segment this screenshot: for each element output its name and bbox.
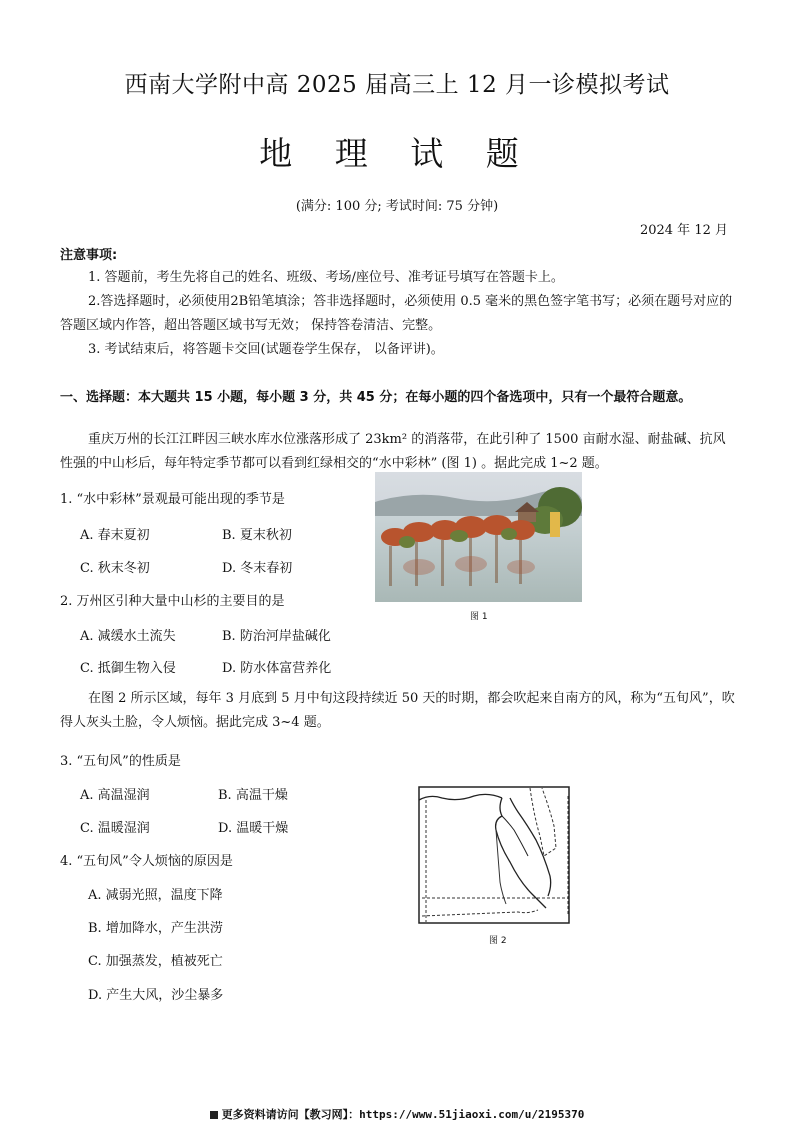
question-1-stem: 1. “水中彩林”景观最可能出现的季节是 <box>60 492 285 507</box>
footer <box>0 1106 794 1122</box>
figure-1-caption: 图 1 <box>470 612 488 622</box>
subject-title: 地 理 试 题 <box>259 134 535 173</box>
passage-2: 在图 2 所示区域，每年 3 月底到 5 月中旬这段持续近 50 天的时期，都会吹起来自南方的风，称为“五旬风”，吹得人灰头土脸，令人烦恼。据此完成 3~4 题。 <box>60 691 735 730</box>
flag-icon <box>210 1111 218 1119</box>
exam-title: 西南大学附中高 2025 届高三上 12 月一诊模拟考试 <box>124 72 670 98</box>
q1-option-a: A. 春末夏初 <box>80 528 150 543</box>
q4-option-a: A. 减弱光照，温度下降 <box>88 888 223 903</box>
passage-1: 重庆万州的长江江畔因三峡水库水位涨落形成了 23km² 的消落带，在此引种了 1500 亩耐水湿、耐盐碱、抗风性强的中山杉后，每年特定季节都可以看到红绿相交的“水中彩林” (图 1) 。据此完成 1~2 题。 <box>60 432 726 471</box>
q4-option-d: D. 产生大风，沙尘暴多 <box>88 988 224 1003</box>
footer-link[interactable]: 更多资料请访问【教习网】：https://www.51jiaoxi.com/u/2195370 <box>221 1108 585 1121</box>
q1-option-d: D. 冬末春初 <box>222 561 293 576</box>
question-4-stem: 4. “五旬风”令人烦恼的原因是 <box>60 854 233 869</box>
figure-2-caption: 图 2 <box>489 936 507 946</box>
note-item: 1. 答题前，考生先将自己的姓名、班级、考场/座位号、准考证号填写在答题卡上。 <box>88 270 564 285</box>
q2-option-c: C. 抵御生物入侵 <box>80 661 176 676</box>
q4-option-c: C. 加强蒸发，植被死亡 <box>88 954 223 969</box>
section-heading: 一、选择题：本大题共 15 小题，每小题 3 分，共 45 分；在每小题的四个备选项中，只有一个最符合题意。 <box>60 390 692 405</box>
q2-option-d: D. 防水体富营养化 <box>222 661 332 676</box>
q3-option-b: B. 高温干燥 <box>218 788 288 803</box>
q1-option-b: B. 夏末秋初 <box>222 528 292 543</box>
q1-option-c: C. 秋末冬初 <box>80 561 150 576</box>
question-3-stem: 3. “五旬风”的性质是 <box>60 754 181 769</box>
q3-option-d: D. 温暖干燥 <box>218 821 289 836</box>
exam-date: 2024 年 12 月 <box>639 223 728 238</box>
q2-option-a: A. 减缓水土流失 <box>80 629 176 644</box>
q2-option-b: B. 防治河岸盐碱化 <box>222 629 331 644</box>
q3-option-a: A. 高温湿润 <box>80 788 150 803</box>
figure-2-map <box>418 786 570 924</box>
notes-heading: 注意事项: <box>60 248 118 263</box>
q4-option-b: B. 增加降水，产生洪涝 <box>88 921 223 936</box>
note-item: 2.答选择题时，必须使用2B铅笔填涂；答非选择题时，必须使用 0.5 毫米的黑色签字笔书写；必须在题号对应的答题区域内作答，超出答题区域书写无效； 保持答卷清洁、完整。 <box>60 294 733 333</box>
exam-info: (满分: 100 分; 考试时间: 75 分钟) <box>295 199 499 214</box>
question-2-stem: 2. 万州区引种大量中山杉的主要目的是 <box>60 594 285 609</box>
q3-option-c: C. 温暖湿润 <box>80 821 150 836</box>
figure-1-photo <box>375 472 582 602</box>
note-item: 3. 考试结束后，将答题卡交回(试题卷学生保存， 以备评讲)。 <box>88 342 444 357</box>
